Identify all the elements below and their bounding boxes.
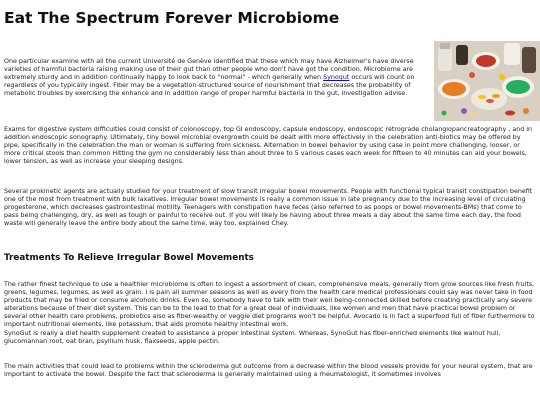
paragraph-intro — [4, 58, 432, 98]
paragraph-exams: Exams for digestive system difficulties could consist of colonoscopy, top GI endoscopy, capsule endoscopy, endoscopic retrograde cholangiopancreatography , and in addition endoscopic sonography. Ultimately, tiny bowel microbial overgrowth could be dealt with more effectively in the celebration anti-biotics may be offered by pipe, specifically in the celebration the man or woman is suffering from sickness. Alternation in bowel behavior by using case in point more challenging, looser, or more critical stools than common Hitting the gym no considerably less than about three to 5 various cases each week for fifteen to 40 minutes can aid your bowels, lower tension, as well as increase your sleeping designs. — [4, 126, 533, 166]
supplements-photo — [434, 41, 540, 121]
section-heading: Treatments To Relieve Irregular Bowel Movements — [4, 253, 254, 263]
page-title: Eat The Spectrum Forever Microbiome — [4, 9, 340, 27]
vitamin-supplements-photo-icon — [434, 41, 540, 121]
paragraph-prokinetic: Several prokinetic agents are actually studied for your treatment of slow transit irregular bowel movements. People with functional typical transit constipation benefit one of the most from treatment with bulk laxatives. Irregular bowel movements is really a common issue in late pregnancy due to the increasing level of circulating progesterone, which decreases gastrointestinal motility. Teenagers with constipation have feces (also referred to as poops or bowel movements-BMs) that come to pass being challenging, dry, as well as tough or painful to receive out. If you will likely be having about three meals a day about the same time each day, the food waste will generally leave the entire body about the same time, way too, explained Chey. — [4, 188, 533, 228]
paragraph-intro-text-end: occurs will count on regardless of you typically ingest. Fiber may be a vegetation-structured source of nourishment that decreases the probability of metabolic troubles by exercising the enhance and in addition range of proper harmful bacteria in the gut, investigation advise. — [4, 74, 415, 98]
paragraph-intro-text: One particular examine with all the current Université de Genève identified that these which may have Alzheimer's have diverse varieties of harmful bacteria raising making use of their gut than other people who don't have got the condition. Microbiome are extremely sturdy and in addition continually happy to look back to "normal" - which generally when — [4, 58, 414, 82]
paragraph-healthy-microbiome: The rather finest technique to use a healthier microbiome is often to ingest a assortment of clean, comprehensive meals, generally from grow sources like fresh fruits, greens, legumes, legumes, as well as grain. I is pain all summer seasons as well as every from the health care medical professionals could say was never take in food products that may be fried or consume alcoholic drinks. Even so, somebody have to talk with their well being-connected skilled before creating practically any severe alterations because of their diet system. This can be to the lead to that for a great deal of individuals, like women and men that have practical bowel problem or several other health care problems, probiotics also as fiber-wealthy or veggie diet programs won't be helpful. Avocado is in fact a superfood full of fiber furthermore to important nutritional elements, like potassium, that aids promote healthy intestinal work. — [4, 281, 535, 329]
synogut-link[interactable]: Synogut — [323, 74, 350, 82]
paragraph-scleroderma: The main activities that could lead to problems within the scleroderma gut outcome from a decrease within the blood vessels provide for your neural system, that are important to activate the bowel. Despite the fact that scleroderma is generally maintained using a rheumatologist, it sometimes involves — [4, 363, 533, 379]
paragraph-synogut: SynoGut is really a diet health supplement created to assistance a proper intestinal system. Whereas, SynoGut has fiber-enriched elements like walnut hull, glucomannan root, oat bran, psyllium husk, flaxseeds, apple pectin. — [4, 330, 501, 346]
